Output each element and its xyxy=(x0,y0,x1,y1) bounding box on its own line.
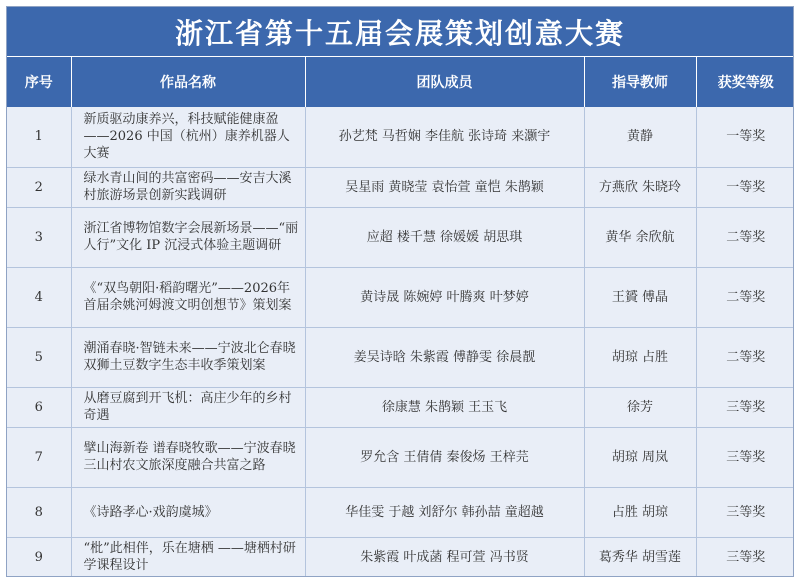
table-row xyxy=(7,537,794,577)
cell-no: 3 xyxy=(7,207,71,267)
cell-team: 黄诗晟 陈婉婷 叶腾爽 叶梦婷 xyxy=(305,267,584,327)
cell-team: 罗允含 王倩倩 秦俊炀 王梓芫 xyxy=(305,427,584,487)
table-row xyxy=(7,387,794,427)
cell-teacher: 方燕欣 朱晓玲 xyxy=(584,167,696,207)
cell-teacher: 王贇 傅晶 xyxy=(584,267,696,327)
cell-no: 6 xyxy=(7,387,71,427)
cell-no: 9 xyxy=(7,537,71,577)
cell-award: 二等奖 xyxy=(696,207,794,267)
cell-no: 1 xyxy=(7,107,71,167)
table-row xyxy=(7,167,794,207)
cell-work: “枇”此相伴，乐在塘栖 ——塘栖村研学课程设计 xyxy=(71,537,305,577)
cell-no: 5 xyxy=(7,327,71,387)
cell-work: 擘山海新卷 谱春晓牧歌——宁波春晓三山村农文旅深度融合共富之路 xyxy=(71,427,305,487)
cell-team: 孙艺梵 马哲娴 李佳航 张诗琦 来灏宇 xyxy=(305,107,584,167)
header-team: 团队成员 xyxy=(305,57,584,107)
cell-teacher: 胡琼 占胜 xyxy=(584,327,696,387)
cell-work: 浙江省博物馆数字会展新场景——“丽人行”文化 IP 沉浸式体验主题调研 xyxy=(71,207,305,267)
header-award: 获奖等级 xyxy=(696,57,794,107)
cell-award: 三等奖 xyxy=(696,487,794,537)
cell-award: 三等奖 xyxy=(696,427,794,487)
cell-team: 应超 楼千慧 徐媛媛 胡思琪 xyxy=(305,207,584,267)
cell-award: 一等奖 xyxy=(696,107,794,167)
cell-award: 三等奖 xyxy=(696,387,794,427)
table-header xyxy=(7,57,794,107)
cell-teacher: 胡琼 周岚 xyxy=(584,427,696,487)
header-no: 序号 xyxy=(7,57,71,107)
cell-team: 朱紫霞 叶成菡 程可萱 冯书贤 xyxy=(305,537,584,577)
cell-no: 7 xyxy=(7,427,71,487)
cell-work: 新质驱动康养兴，科技赋能健康盈——2026 中国（杭州）康养机器人大赛 xyxy=(71,107,305,167)
table-body xyxy=(7,107,794,577)
table-row xyxy=(7,107,794,167)
cell-team: 吴星雨 黄晓莹 袁怡萱 童恺 朱鹊颖 xyxy=(305,167,584,207)
table-row xyxy=(7,267,794,327)
cell-no: 8 xyxy=(7,487,71,537)
cell-teacher: 黄华 余欣航 xyxy=(584,207,696,267)
header-work: 作品名称 xyxy=(71,57,305,107)
cell-work: 潮涌春晓·智链未来——宁波北仑春晓双狮土豆数字生态丰收季策划案 xyxy=(71,327,305,387)
header-row xyxy=(7,57,794,107)
cell-teacher: 黄静 xyxy=(584,107,696,167)
cell-work: 《“双鸟朝阳·稻韵曙光”——2026年首届余姚河姆渡文明创想节》策划案 xyxy=(71,267,305,327)
table-row xyxy=(7,427,794,487)
cell-teacher: 葛秀华 胡雪莲 xyxy=(584,537,696,577)
table-title: 浙江省第十五届会展策划创意大赛 xyxy=(7,7,793,57)
table-row xyxy=(7,487,794,537)
cell-team: 徐康慧 朱鹊颖 王玉飞 xyxy=(305,387,584,427)
cell-award: 一等奖 xyxy=(696,167,794,207)
cell-no: 4 xyxy=(7,267,71,327)
cell-work: 从磨豆腐到开飞机：高庄少年的乡村奇遇 xyxy=(71,387,305,427)
cell-award: 二等奖 xyxy=(696,267,794,327)
cell-award: 三等奖 xyxy=(696,537,794,577)
cell-award: 二等奖 xyxy=(696,327,794,387)
header-teacher: 指导教师 xyxy=(584,57,696,107)
cell-team: 华佳雯 于越 刘舒尔 韩孙喆 童超越 xyxy=(305,487,584,537)
cell-team: 姜吴诗晗 朱紫霞 傅静雯 徐晨靓 xyxy=(305,327,584,387)
cell-work: 绿水青山间的共富密码——安吉大溪村旅游场景创新实践调研 xyxy=(71,167,305,207)
cell-teacher: 占胜 胡琼 xyxy=(584,487,696,537)
table-row xyxy=(7,327,794,387)
award-table-sheet xyxy=(6,6,794,577)
cell-no: 2 xyxy=(7,167,71,207)
cell-teacher: 徐芳 xyxy=(584,387,696,427)
table-row xyxy=(7,207,794,267)
cell-work: 《诗路孝心·戏韵虞城》 xyxy=(71,487,305,537)
award-table xyxy=(7,57,794,577)
